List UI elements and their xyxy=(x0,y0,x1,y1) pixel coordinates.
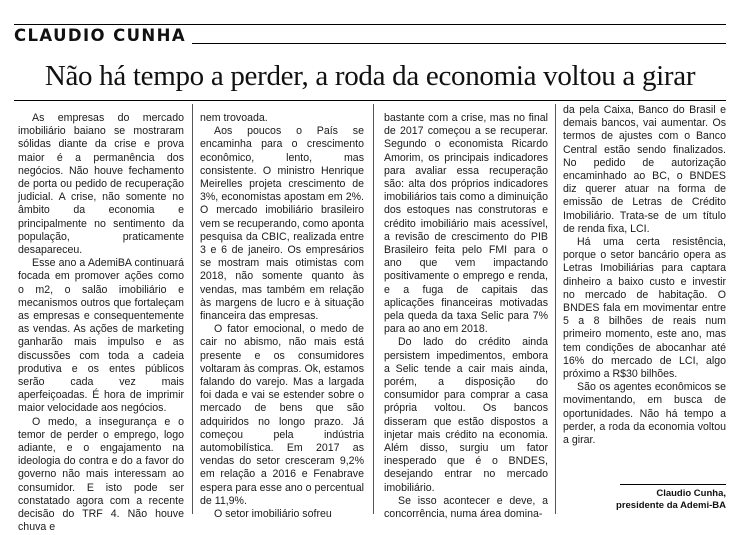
paragraph: Do lado do crédito ainda persistem impedimentos, embora a Selic tende a cair mais ainda, porém, a disposição do consumidor para comprar a casa própria voltou. Os bancos disseram que estão dispostos a injetar mais crédito na economia. Além disso, surgiu um fator inesperado que é o BNDES, desejando entrar no mercado imobiliário. xyxy=(384,336,548,494)
paragraph: Aos poucos o País se encaminha para o crescimento econômico, lento, mas consistente. O ministro Henrique Meirelles projeta crescimento de 3%, economistas apostam em 2%. O mercado imobiliário brasileiro vem se recuperando, como aponta pesquisa da CBIC, realizada entre 3 e 6 de janeiro. Os empresários se mostram mais otimistas com 2018, não somente quanto às vendas, mas também em relação às margens de lucro e à situação financeira das empresas. xyxy=(200,125,364,323)
article-column-1 xyxy=(18,112,184,534)
signature-rule xyxy=(620,484,726,485)
paragraph: da pela Caixa, Banco do Brasil e demais bancos, vai aumentar. Os termos de ajustes com o Banco Central estão sendo finalizados. No pedido de autorização encaminhado ao BC, o BNDES diz querer atuar na forma de emissão de Letras de Crédito Imobiliário. Trata-se de um título de renda fixa, LCI. xyxy=(563,104,726,235)
paragraph: Esse ano a AdemiBA continuará focada em promover ações como o m2, o salão imobiliário e mecanismos outros que fortaleçam as empresas e consequentemente as vendas. As ações de marketing ganharão mais impulso e as discussões com toda a cadeia produtiva e os entes públicos serão cada vez mais aperfeiçoadas. É hora de imprimir maior velocidade aos negócios. xyxy=(18,257,184,415)
article-column-4 xyxy=(563,104,726,464)
signature-role: presidente da Ademi-BA xyxy=(616,500,726,511)
paragraph: O medo, a insegurança e o temor de perder o emprego, logo adiante, e o engajamento na ideologia do contra e do a favor do governo não mais interessam ao consumidor. E isto pode ser constatado agora com a recente decisão do TRF 4. Não houve chuva e xyxy=(18,415,184,534)
article-column-3 xyxy=(384,112,548,521)
paragraph: São os agentes econômicos se movimentando, em busca de oportunidades. Não há tempo a perder, a roda da economia voltou a girar. xyxy=(563,381,726,447)
paragraph: O fator emocional, o medo de cair no abismo, não mais está presente e os consumidores voltaram às compras. Ok, estamos falando do varejo. Mas a largada foi dada e vai se estender sobre o mercado de bens que são adquiridos no longo prazo. Já começou pela indústria automobilística. Em 2017 as vendas do setor cresceram 9,2% em relação a 2016 e Fenabrave espera para esse ano o percentual de 11,9%. xyxy=(200,323,364,507)
headline-divider xyxy=(14,100,726,101)
paragraph: Há uma certa resistência, porque o setor bancário opera as Letras Imobiliárias para captara dinheiro a baixo custo e investir no mercado de habitação. O BNDES fala em movimentar entre 5 a 8 bilhões de reais num primeiro momento, este ano, mas tem condições de abocanhar até 16% do mercado de LCI, algo próximo a R$30 bilhões. xyxy=(563,236,726,381)
author-name: CLAUDIO CUNHA xyxy=(14,26,192,46)
author-header xyxy=(14,24,726,47)
paragraph: O setor imobiliário sofreu xyxy=(214,508,332,521)
article-headline: Não há tempo a perder, a roda da economia voltou a girar xyxy=(44,60,696,92)
column-divider xyxy=(373,104,374,514)
paragraph: bastante com a crise, mas no final de 2017 começou a se recuperar. Segundo o economista Ricardo Amorim, os principais indicadores para avaliar essa recuperação são: alta dos próprios indicadores imobiliários tais como a diminuição dos estoques nas construtoras e crédito imobiliário mais acessível, a revisão de crescimento do PIB Brasileiro feita pelo FMI para o ano que vem impactando positivamente o emprego e renda, e a fuga de capitais das aplicações financeiras motivadas pela queda da taxa Selic para 7% para ao ano em 2018. xyxy=(384,112,548,336)
paragraph: As empresas do mercado imobiliário baiano se mostraram sólidas diante da crise e prova maior é a permanência dos negócios. Não houve fechamento de porta ou pedido de recuperação judicial. A crise, não somente no âmbito da economia e principalmente no sentimento da população, praticamente desapareceu. xyxy=(18,112,184,257)
article-column-2 xyxy=(200,112,364,521)
paragraph: Se isso acontecer e deve, a concorrência, numa área domina- xyxy=(384,494,548,521)
author-signature xyxy=(616,488,726,512)
paragraph: nem trovoada. xyxy=(200,112,268,124)
signature-name: Claudio Cunha, xyxy=(656,488,726,499)
column-divider xyxy=(192,104,193,514)
column-divider xyxy=(555,104,556,514)
